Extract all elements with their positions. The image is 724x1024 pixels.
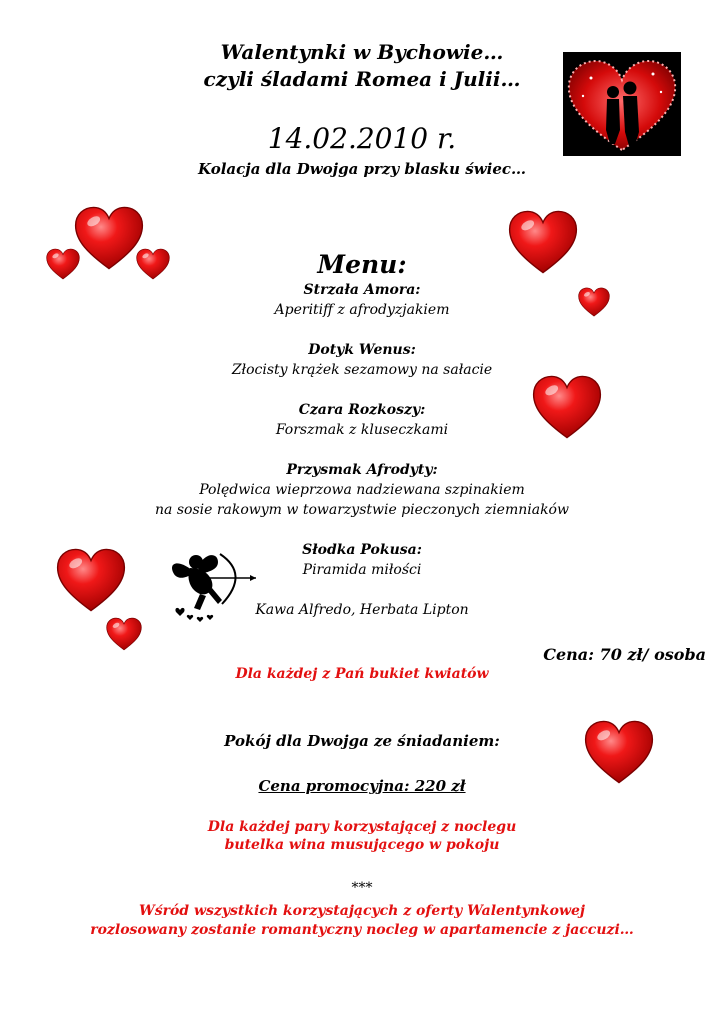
room-bonus-line-1: Dla każdej pary korzystającej z noclegu [207,819,517,835]
heart-icon [584,720,654,784]
lottery-line-2: rozlosowany zostanie romantyczny nocleg w apartamencie z jaccuzi… [90,922,634,938]
dinner-bonus: Dla każdej z Pań bukiet kwiatów [235,666,489,682]
course-desc: Polędwica wieprzowa nadziewana szpinakiem [199,482,525,498]
room-title: Pokój dla Dwojga ze śniadaniem: [224,732,500,750]
course-desc: na sosie rakowym w towarzystwie pieczonych ziemniaków [155,502,569,518]
room-price-text: Cena promocyjna: 220 zł [258,777,466,795]
course-name: Dotyk Wenus: [308,342,416,358]
course-name: Strzała Amora: [303,282,421,298]
room-price [0,777,724,795]
lottery-line-1: Wśród wszystkich korzystających z oferty Walentynkowej [138,903,585,919]
cupid-icon [160,544,260,628]
course-desc: Złocisty krążek sezamowy na sałacie [231,362,493,378]
menu-title: Menu: [317,250,407,279]
dinner-price: Cena: 70 zł/ osoba [543,645,706,664]
event-date: 14.02.2010 r. [267,122,457,155]
course-name: Czara Rozkoszy: [298,402,426,418]
separator: *** [351,880,373,896]
course-desc: Forszmak z kluseczkami [275,422,449,438]
course-name: Słodka Pokusa: [302,542,422,558]
course-desc: Piramida miłości [302,562,422,578]
heart-frame-icon [563,52,681,156]
drinks: Kawa Alfredo, Herbata Lipton [255,602,469,618]
heart-icon [106,617,142,651]
course-desc: Aperitiff z afrodyzjakiem [274,302,450,318]
room-bonus-line-2: butelka wina musującego w pokoju [224,837,500,853]
course-name: Przysmak Afrodyty: [286,462,438,478]
title-line-2: czyli śladami Romea i Julii… [203,67,521,91]
title-line-1: Walentynki w Bychowie… [220,40,504,64]
event-subtitle: Kolacja dla Dwojga przy blasku świec… [198,160,526,178]
couple-photo [563,52,681,156]
